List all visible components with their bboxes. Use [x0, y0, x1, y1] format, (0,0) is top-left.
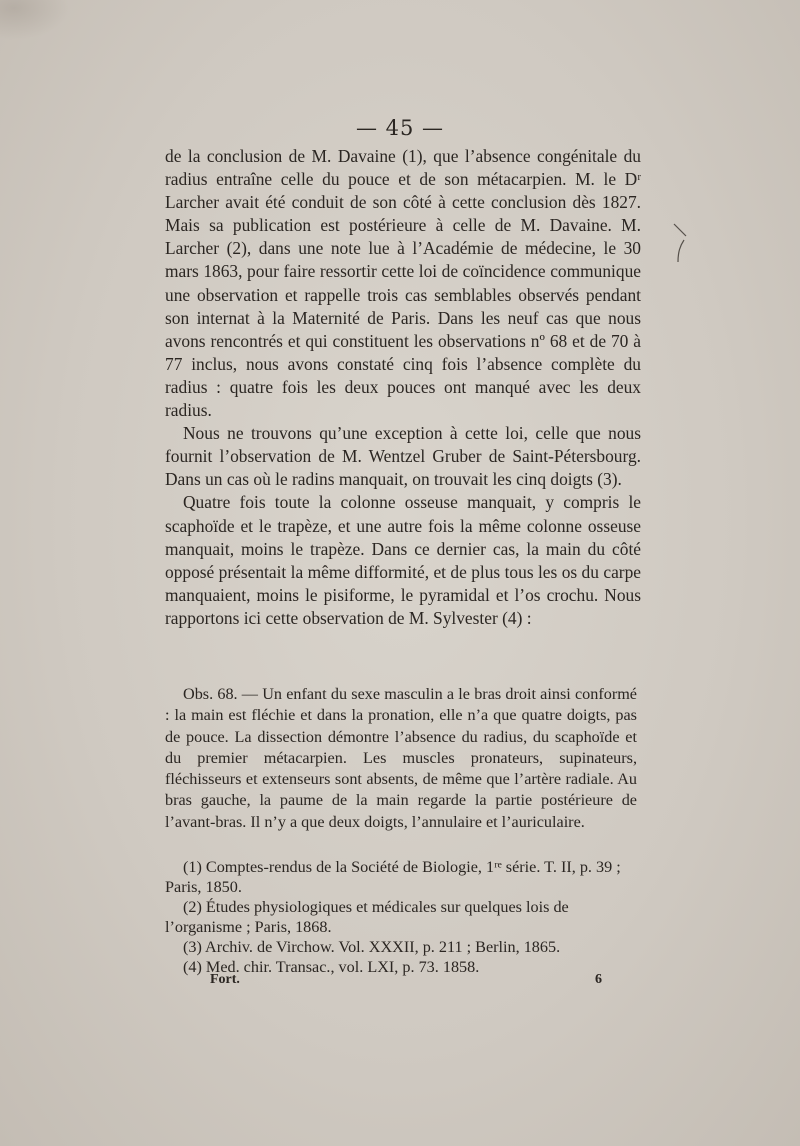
paragraph: Quatre fois toute la colonne osseuse manquait, y compris le scaphoïde et le trapèze, et une autre fois la même colonne osseuse manquait, moins le trapèze. Dans ce dernier cas, la main du côté opposé présentait la même difformité, et de plus tous les os du carpe manquaient, moins le pisiforme, le pyramidal et l’os crochu. Nous rapportons ici cette observation de M. Sylvester (4) : — [165, 492, 641, 628]
page-number: — 45 — — [355, 116, 445, 140]
observation-text: Obs. 68. — Un enfant du sexe masculin a le bras droit ainsi conformé : la main est fléchie et dans la pronation, elle n’a que quatre doigts, pas de pouce. La dissection démontre l’absence du radius, du scaphoïde et du premier métacarpien. Les muscles pronateurs, supinateurs, fléchisseurs et extenseurs sont absents, de même que l’artère radiale. Au bras gauche, la paume de la main regarde la partie postérieure de l’avant-bras. Il n’y a que deux doigts, l’annulaire et l’auriculaire. — [165, 685, 637, 831]
footnote: (4) Med. chir. Transac., vol. LXI, p. 73. 1858. — [183, 958, 480, 976]
footnotes — [165, 857, 637, 977]
main-text — [165, 145, 641, 630]
margin-pencil-mark — [672, 222, 692, 266]
sheet-number: 6 — [595, 972, 602, 987]
page-footer — [210, 972, 602, 988]
observation-block — [165, 684, 637, 833]
footnote: (1) Comptes-rendus de la Société de Biologie, 1ʳᵉ série. T. II, p. 39 ; Paris, 1850. — [165, 858, 621, 896]
corner-smudge — [0, 0, 70, 40]
paragraph: de la conclusion de M. Davaine (1), que l’absence congénitale du radius entraîne celle du pouce et de son métacarpien. M. le Dʳ Larcher avait été conduit de son côté à cette conclusion dès 1827. Mais sa publication est postérieure à celle de M. Davaine. M. Larcher (2), dans une note lue à l’Académie de médecine, le 30 mars 1863, pour faire ressortir cette loi de coïncidence communique une observation et rappelle trois cas semblables observés pendant son internat à la Maternité de Paris. Dans les neuf cas que nous avons rencontrés et qui constituent les observations nº 68 et de 70 à 77 inclus, nous avons constaté cinq fois l’absence complète du radius : quatre fois les deux pouces ont manqué avec les deux radius. — [165, 146, 641, 421]
footnote: (2) Études physiologiques et médicales sur quelques lois de l’organisme ; Paris, 1868. — [165, 898, 569, 936]
paragraph: Nous ne trouvons qu’une exception à cette loi, celle que nous fournit l’observation de M. Wentzel Gruber de Saint-Pétersbourg. Dans un cas où le radins manquait, on trouvait les cinq doigts (3). — [165, 423, 641, 490]
signature-mark: Fort. — [210, 972, 240, 987]
footnote: (3) Archiv. de Virchow. Vol. XXXII, p. 211 ; Berlin, 1865. — [183, 938, 561, 956]
